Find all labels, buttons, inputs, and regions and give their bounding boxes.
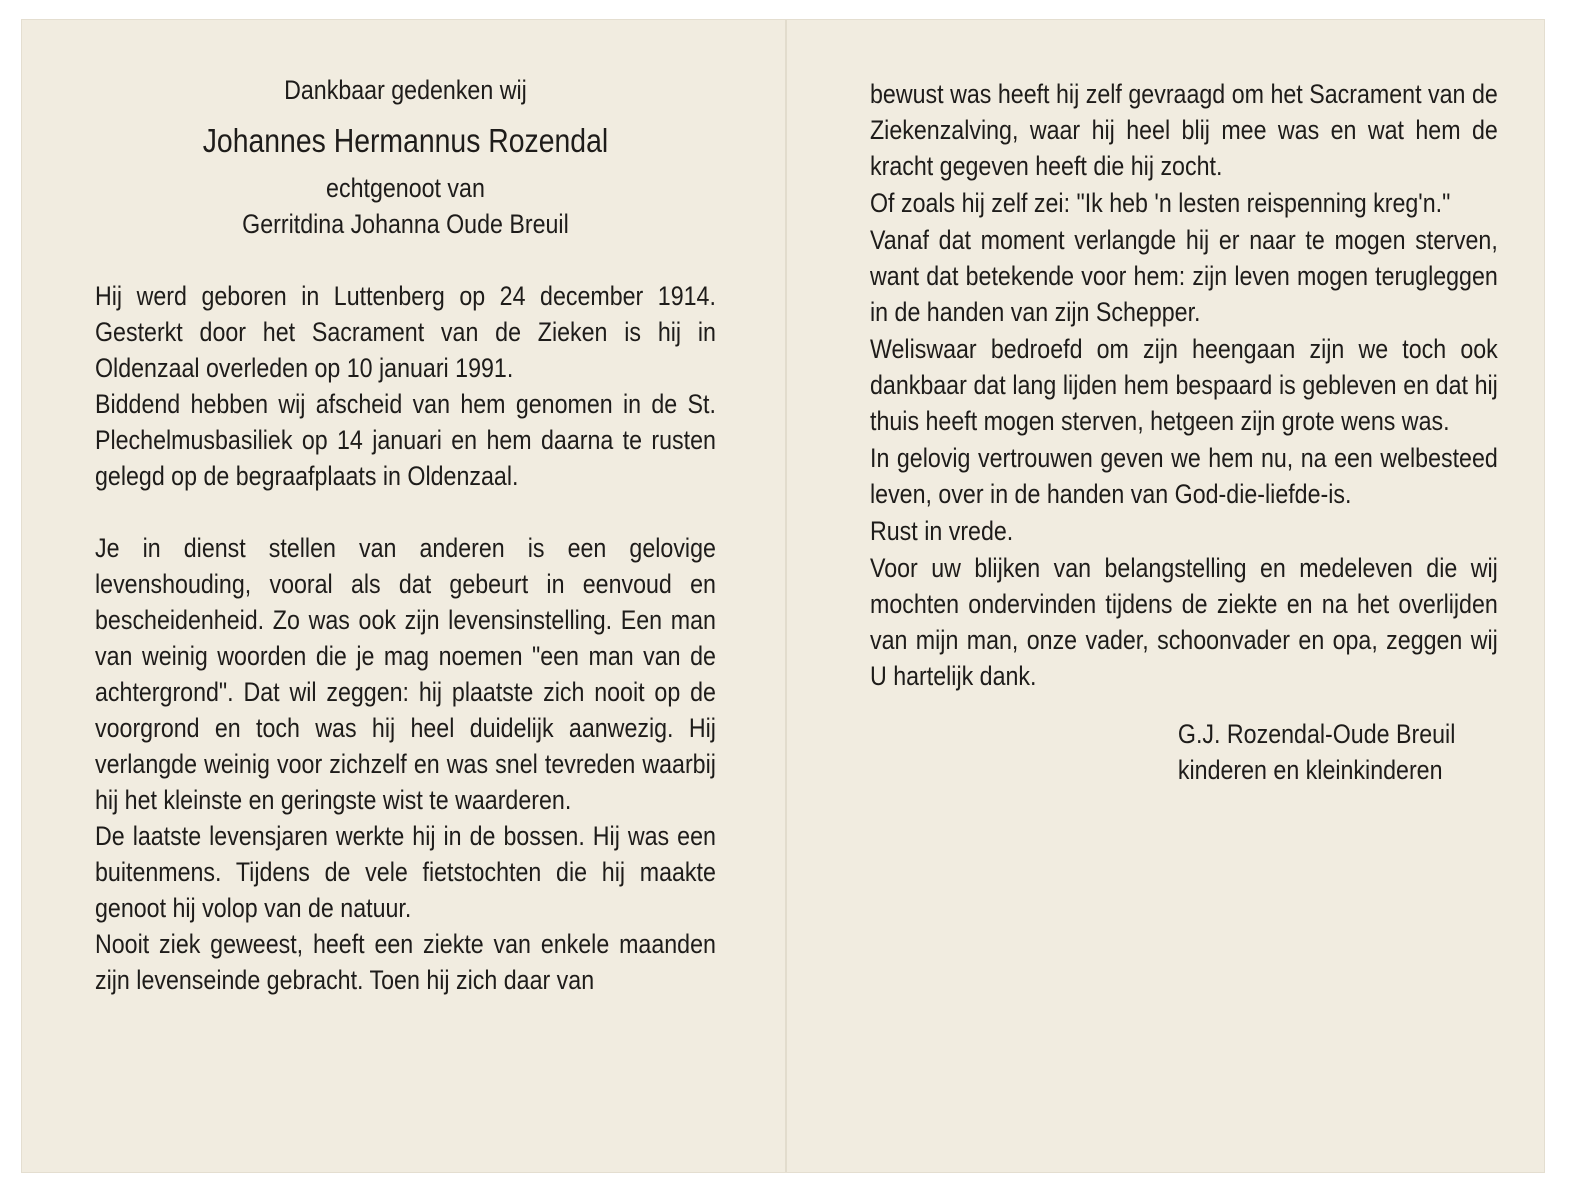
spouse-name: Gerritdina Johanna Oude Breuil xyxy=(242,209,569,239)
character-paragraph: Je in dienst stellen van anderen is een gelovige levenshouding, vooral als dat gebeurt in eenvoud en bescheidenheid. Zo was ook zijn levensinstelling. Een man van weinig woorden die je mag noemen "een man van de achtergrond". Dat wil zeggen: hij plaatste zich nooit op de voorgrond en toch was hij heel duidelijk aanwezig. Hij verlangde weinig voor zichzelf en was snel tevreden waarbij hij het kleinste en geringste wist te waarderen. xyxy=(95,533,716,815)
rest-in-peace: Rust in vrede. xyxy=(870,516,1014,546)
work-paragraph: De laatste levensjaren werkte hij in de bossen. Hij was een buitenmens. Tijdens de vele fietstochten die hij maakte genoot hij volop van de natuur. xyxy=(95,821,716,923)
faith-paragraph: In gelovig vertrouwen geven we hem nu, na een welbesteed leven, over in de handen van God-die-liefde-is. xyxy=(870,443,1498,509)
grief-paragraph: Weliswaar bedroefd om zijn heengaan zijn we toch ook dankbaar dat lang lijden hem bespaard is gebleven en dat hij thuis heeft mogen sterven, hetgeen zijn grote wens was. xyxy=(870,334,1498,436)
spouse-label: echtgenoot van xyxy=(326,173,485,203)
funeral-paragraph: Biddend hebben wij afscheid van hem genomen in de St. Plechelmusbasiliek op 14 januari en hem daarna te rusten gelegd op de begraafplaats in Oldenzaal. xyxy=(95,389,716,491)
signature-family: kinderen en kleinkinderen xyxy=(1177,755,1443,785)
thanks-paragraph: Voor uw blijken van belangstelling en medeleven die wij mochten ondervinden tijdens de ziekte en na het overlijden van mijn man, onze vader, schoonvader en opa, zeggen wij U hartelijk dank. xyxy=(870,553,1498,691)
right-page xyxy=(870,76,1498,788)
card-fold xyxy=(785,20,787,1172)
dedication: Dankbaar gedenken wij xyxy=(284,75,527,105)
deceased-name: Johannes Hermannus Rozendal xyxy=(202,122,609,159)
quote-line: Of zoals hij zelf zei: "Ik heb 'n lesten reispenning kreg'n." xyxy=(870,188,1451,218)
illness-paragraph: Nooit ziek geweest, heeft een ziekte van enkele maanden zijn levenseinde gebracht. Toen hij zich daar van xyxy=(95,929,716,995)
signature-block xyxy=(870,716,1498,788)
signature-widow: G.J. Rozendal-Oude Breuil xyxy=(1177,719,1456,749)
left-page xyxy=(95,72,716,998)
sacrament-paragraph: bewust was heeft hij zelf gevraagd om het Sacrament van de Ziekenzalving, waar hij heel blij mee was en wat hem de kracht gegeven heeft die hij zocht. xyxy=(870,79,1498,181)
longing-paragraph: Vanaf dat moment verlangde hij er naar te mogen sterven, want dat betekende voor hem: zijn leven mogen terugleggen in de handen van zijn Schepper. xyxy=(870,225,1498,327)
birth-death-paragraph: Hij werd geboren in Luttenberg op 24 december 1914. Gesterkt door het Sacrament van de Zieken is hij in Oldenzaal overleden op 10 januari 1991. xyxy=(95,281,716,383)
